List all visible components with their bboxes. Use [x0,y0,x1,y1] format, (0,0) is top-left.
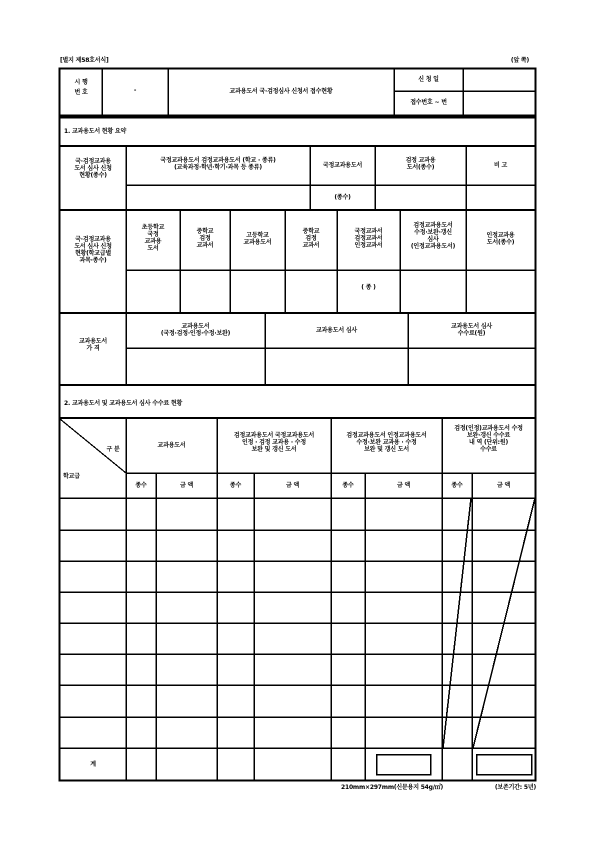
sub-header-amount-1: 금 액 [179,482,194,489]
group-header-3: 검정교과용도서 인정교과용도서 수정·보완 교과용 · 수정 보완 및 갱신 도서 [346,432,427,453]
sub-header-count-3: 종수 [342,482,354,489]
group-header-2: 검정교과용도서 국정교과용도서 인정 · 검정 교과용 · 수정 보완 및 갱신 도서 [233,432,315,453]
paper-spec: 210mm×297mm(신문용지 54g/㎡) [341,784,444,791]
row-a-header-3: 검정 교과용 도서(종수) [405,157,436,171]
row-b-header-4: 중학교 검정 교과서 [302,228,320,249]
row-a-header-4: 비 고 [493,162,508,169]
sub-header-amount-2: 금 액 [285,482,300,489]
group-header-4: 검정(인정)교과용도서 수정 보완·갱신 수수료 내 역 (단위:원) 수수료 [454,425,523,453]
application-date-label: 신 청 일 [418,76,439,83]
row-c-header-2: 교과용도서 심사 [315,327,358,334]
row-a-sub-label: (종수) [334,194,351,201]
section2-heading: 2. 교과용도서 및 교과용도서 심사 수수료 현황 [64,400,183,407]
receipt-number-label: 접수번호 ~ 번 [410,99,447,106]
row-b-header-3: 고등학교 교과용도서 [243,232,272,246]
sub-header-count-1: 종수 [135,482,147,489]
row-b-header-5: 국정교과서 검정교과서 인정교과서 [354,228,383,249]
row-a-header-1: 국정교과용도서 검정교과용도서 (학교 · 종류) (교육과정·학년·학기·과목 등 종류) [160,157,276,171]
row-c-label: 교과용도서 가 격 [79,338,107,352]
row-a-label: 국·검정교과용 도서 심사 신청 현황(종수) [74,158,112,179]
row-c-header-1: 교과용도서 (국정·검정·인정·수정·보완) [160,323,231,337]
row-b-header-2: 중학교 검정 교과서 [196,228,214,249]
corner-header-top: 구 분 [106,446,120,453]
row-c-header-3: 교과용도서 심사 수수료(원) [450,323,493,337]
section1-heading: 1. 교과용도서 현황 요약 [64,128,127,135]
group-header-1: 교과용도서 [157,442,186,449]
corner-header-bottom: 학교급 [63,473,80,480]
page-side-label: (앞 쪽) [510,57,530,64]
row-b-note: ( 종 ) [361,284,376,291]
row-b-header-7: 인정교과용 도서(종수) [486,232,515,246]
row-a-header-2: 국정교과용도서 [322,162,363,169]
form-number: [별지 제58호서식] [60,57,109,64]
row-b-header-6: 검정교과용도서 수정·보완·갱신 심사 (인정교과용도서) [410,222,456,250]
sub-header-count-4: 종수 [451,482,463,489]
total-row-label: 계 [90,761,96,768]
row-b-header-1: 초등학교 국정 교과용 도서 [141,224,165,252]
doc-number-value: - [133,87,137,94]
retention-period: (보존기간: 5년) [494,784,536,791]
doc-number-label: 시 행 번 호 [74,79,88,96]
row-b-label: 국·검정교과용 도서 심사 신청 현황(학교급별 과목·종수) [74,236,112,264]
sub-header-amount-4: 금 액 [496,482,511,489]
form-title: 교과용도서 국·검정심사 신청서 접수현황 [229,88,333,95]
sub-header-amount-3: 금 액 [396,482,411,489]
sub-header-count-2: 종수 [229,482,242,489]
